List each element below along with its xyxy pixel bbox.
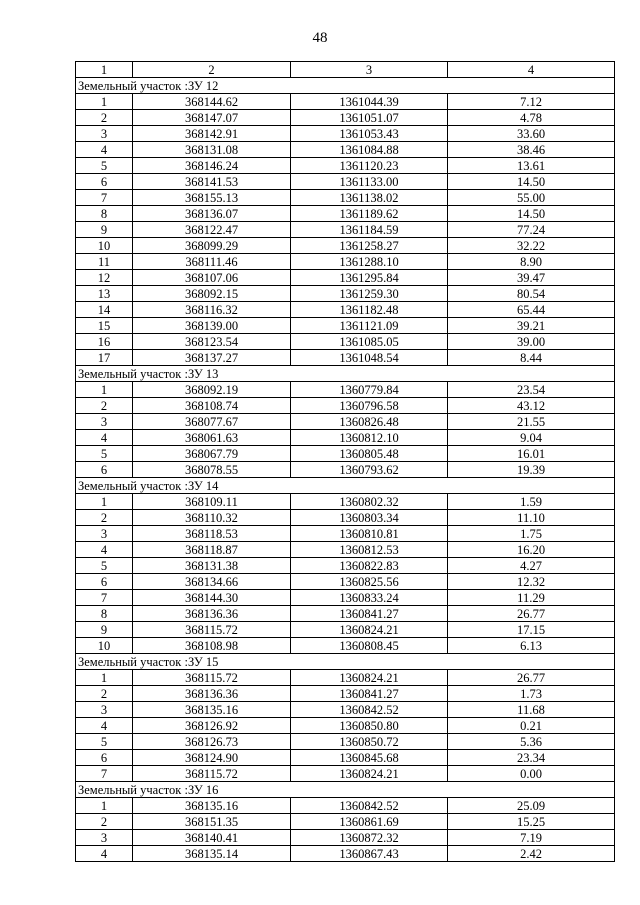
y-coordinate-cell: 1360805.48 [291, 446, 448, 462]
header-cell-x: 2 [133, 62, 291, 78]
x-coordinate-cell: 368115.72 [133, 670, 291, 686]
y-coordinate-cell: 1360826.48 [291, 414, 448, 430]
segment-length-cell: 23.34 [448, 750, 615, 766]
segment-length-cell: 39.47 [448, 270, 615, 286]
y-coordinate-cell: 1361048.54 [291, 350, 448, 366]
point-number-cell: 2 [76, 398, 133, 414]
segment-length-cell: 16.01 [448, 446, 615, 462]
y-coordinate-cell: 1360812.53 [291, 542, 448, 558]
x-coordinate-cell: 368141.53 [133, 174, 291, 190]
segment-length-cell: 11.10 [448, 510, 615, 526]
y-coordinate-cell: 1361295.84 [291, 270, 448, 286]
table-row [76, 798, 615, 814]
x-coordinate-cell: 368123.54 [133, 334, 291, 350]
table-row [76, 558, 615, 574]
y-coordinate-cell: 1361189.62 [291, 206, 448, 222]
y-coordinate-cell: 1360872.32 [291, 830, 448, 846]
segment-length-cell: 11.29 [448, 590, 615, 606]
segment-length-cell: 1.59 [448, 494, 615, 510]
point-number-cell: 17 [76, 350, 133, 366]
segment-length-cell: 7.12 [448, 94, 615, 110]
segment-length-cell: 7.19 [448, 830, 615, 846]
point-number-cell: 1 [76, 670, 133, 686]
table-row [76, 318, 615, 334]
table-row [76, 702, 615, 718]
segment-length-cell: 14.50 [448, 174, 615, 190]
y-coordinate-cell: 1361133.00 [291, 174, 448, 190]
x-coordinate-cell: 368135.16 [133, 798, 291, 814]
x-coordinate-cell: 368122.47 [133, 222, 291, 238]
y-coordinate-cell: 1360824.21 [291, 766, 448, 782]
x-coordinate-cell: 368126.92 [133, 718, 291, 734]
table-row [76, 670, 615, 686]
point-number-cell: 4 [76, 142, 133, 158]
y-coordinate-cell: 1360779.84 [291, 382, 448, 398]
y-coordinate-cell: 1361121.09 [291, 318, 448, 334]
point-number-cell: 6 [76, 462, 133, 478]
y-coordinate-cell: 1360842.52 [291, 798, 448, 814]
segment-length-cell: 19.39 [448, 462, 615, 478]
point-number-cell: 3 [76, 702, 133, 718]
point-number-cell: 15 [76, 318, 133, 334]
y-coordinate-cell: 1360812.10 [291, 430, 448, 446]
table-row [76, 126, 615, 142]
table-row [76, 206, 615, 222]
table-row [76, 254, 615, 270]
segment-length-cell: 25.09 [448, 798, 615, 814]
y-coordinate-cell: 1360845.68 [291, 750, 448, 766]
point-number-cell: 6 [76, 574, 133, 590]
point-number-cell: 5 [76, 158, 133, 174]
segment-length-cell: 14.50 [448, 206, 615, 222]
point-number-cell: 4 [76, 718, 133, 734]
y-coordinate-cell: 1361120.23 [291, 158, 448, 174]
segment-length-cell: 1.73 [448, 686, 615, 702]
point-number-cell: 2 [76, 686, 133, 702]
x-coordinate-cell: 368108.98 [133, 638, 291, 654]
y-coordinate-cell: 1360796.58 [291, 398, 448, 414]
table-row [76, 462, 615, 478]
table-row [76, 830, 615, 846]
y-coordinate-cell: 1360850.80 [291, 718, 448, 734]
y-coordinate-cell: 1361184.59 [291, 222, 448, 238]
segment-length-cell: 2.42 [448, 846, 615, 862]
table-row [76, 350, 615, 366]
point-number-cell: 6 [76, 750, 133, 766]
y-coordinate-cell: 1360822.83 [291, 558, 448, 574]
point-number-cell: 3 [76, 414, 133, 430]
segment-length-cell: 38.46 [448, 142, 615, 158]
x-coordinate-cell: 368092.19 [133, 382, 291, 398]
segment-length-cell: 13.61 [448, 158, 615, 174]
table-row [76, 734, 615, 750]
point-number-cell: 2 [76, 510, 133, 526]
table-row [76, 606, 615, 622]
x-coordinate-cell: 368116.32 [133, 302, 291, 318]
x-coordinate-cell: 368136.07 [133, 206, 291, 222]
table-row [76, 158, 615, 174]
x-coordinate-cell: 368092.15 [133, 286, 291, 302]
x-coordinate-cell: 368136.36 [133, 686, 291, 702]
y-coordinate-cell: 1361053.43 [291, 126, 448, 142]
point-number-cell: 1 [76, 94, 133, 110]
x-coordinate-cell: 368144.30 [133, 590, 291, 606]
table-row [76, 382, 615, 398]
y-coordinate-cell: 1360824.21 [291, 670, 448, 686]
x-coordinate-cell: 368146.24 [133, 158, 291, 174]
table-row [76, 846, 615, 862]
x-coordinate-cell: 368111.46 [133, 254, 291, 270]
segment-length-cell: 39.21 [448, 318, 615, 334]
point-number-cell: 11 [76, 254, 133, 270]
segment-length-cell: 26.77 [448, 606, 615, 622]
table-row [76, 142, 615, 158]
y-coordinate-cell: 1360842.52 [291, 702, 448, 718]
section-row [76, 366, 615, 382]
x-coordinate-cell: 368144.62 [133, 94, 291, 110]
table-row [76, 814, 615, 830]
x-coordinate-cell: 368131.08 [133, 142, 291, 158]
header-cell-y: 3 [291, 62, 448, 78]
segment-length-cell: 77.24 [448, 222, 615, 238]
y-coordinate-cell: 1360841.27 [291, 606, 448, 622]
point-number-cell: 3 [76, 526, 133, 542]
y-coordinate-cell: 1360793.62 [291, 462, 448, 478]
table-row [76, 174, 615, 190]
x-coordinate-cell: 368137.27 [133, 350, 291, 366]
table-row [76, 190, 615, 206]
table-row [76, 446, 615, 462]
point-number-cell: 2 [76, 814, 133, 830]
table-row [76, 494, 615, 510]
y-coordinate-cell: 1360850.72 [291, 734, 448, 750]
y-coordinate-cell: 1361259.30 [291, 286, 448, 302]
x-coordinate-cell: 368109.11 [133, 494, 291, 510]
point-number-cell: 4 [76, 430, 133, 446]
header-row [76, 62, 615, 78]
point-number-cell: 5 [76, 446, 133, 462]
x-coordinate-cell: 368118.87 [133, 542, 291, 558]
table-row [76, 574, 615, 590]
x-coordinate-cell: 368140.41 [133, 830, 291, 846]
table-row [76, 542, 615, 558]
point-number-cell: 16 [76, 334, 133, 350]
table-row [76, 286, 615, 302]
segment-length-cell: 4.27 [448, 558, 615, 574]
point-number-cell: 9 [76, 222, 133, 238]
point-number-cell: 8 [76, 606, 133, 622]
point-number-cell: 13 [76, 286, 133, 302]
x-coordinate-cell: 368124.90 [133, 750, 291, 766]
segment-length-cell: 23.54 [448, 382, 615, 398]
segment-length-cell: 0.00 [448, 766, 615, 782]
table-row [76, 222, 615, 238]
section-title: Земельный участок :ЗУ 12 [76, 78, 615, 94]
segment-length-cell: 39.00 [448, 334, 615, 350]
page-number: 48 [312, 30, 328, 46]
point-number-cell: 10 [76, 638, 133, 654]
table-row [76, 94, 615, 110]
segment-length-cell: 5.36 [448, 734, 615, 750]
x-coordinate-cell: 368108.74 [133, 398, 291, 414]
y-coordinate-cell: 1360808.45 [291, 638, 448, 654]
x-coordinate-cell: 368077.67 [133, 414, 291, 430]
y-coordinate-cell: 1360803.34 [291, 510, 448, 526]
point-number-cell: 1 [76, 798, 133, 814]
coordinates-table [75, 61, 615, 862]
segment-length-cell: 17.15 [448, 622, 615, 638]
point-number-cell: 7 [76, 190, 133, 206]
point-number-cell: 5 [76, 558, 133, 574]
segment-length-cell: 12.32 [448, 574, 615, 590]
section-row [76, 782, 615, 798]
header-cell-length: 4 [448, 62, 615, 78]
table-row [76, 398, 615, 414]
y-coordinate-cell: 1360802.32 [291, 494, 448, 510]
x-coordinate-cell: 368151.35 [133, 814, 291, 830]
section-title: Земельный участок :ЗУ 16 [76, 782, 615, 798]
point-number-cell: 12 [76, 270, 133, 286]
y-coordinate-cell: 1361084.88 [291, 142, 448, 158]
y-coordinate-cell: 1360825.56 [291, 574, 448, 590]
table-row [76, 110, 615, 126]
segment-length-cell: 21.55 [448, 414, 615, 430]
x-coordinate-cell: 368118.53 [133, 526, 291, 542]
point-number-cell: 10 [76, 238, 133, 254]
y-coordinate-cell: 1360810.81 [291, 526, 448, 542]
section-title: Земельный участок :ЗУ 15 [76, 654, 615, 670]
point-number-cell: 1 [76, 494, 133, 510]
y-coordinate-cell: 1360824.21 [291, 622, 448, 638]
x-coordinate-cell: 368155.13 [133, 190, 291, 206]
x-coordinate-cell: 368126.73 [133, 734, 291, 750]
coordinates-table-body [76, 62, 615, 862]
point-number-cell: 8 [76, 206, 133, 222]
section-row [76, 654, 615, 670]
point-number-cell: 3 [76, 830, 133, 846]
point-number-cell: 7 [76, 766, 133, 782]
y-coordinate-cell: 1360841.27 [291, 686, 448, 702]
segment-length-cell: 4.78 [448, 110, 615, 126]
y-coordinate-cell: 1361288.10 [291, 254, 448, 270]
segment-length-cell: 80.54 [448, 286, 615, 302]
segment-length-cell: 6.13 [448, 638, 615, 654]
y-coordinate-cell: 1361182.48 [291, 302, 448, 318]
segment-length-cell: 15.25 [448, 814, 615, 830]
table-row [76, 302, 615, 318]
y-coordinate-cell: 1361051.07 [291, 110, 448, 126]
table-row [76, 622, 615, 638]
table-row [76, 718, 615, 734]
y-coordinate-cell: 1360867.43 [291, 846, 448, 862]
segment-length-cell: 0.21 [448, 718, 615, 734]
y-coordinate-cell: 1361258.27 [291, 238, 448, 254]
section-row [76, 78, 615, 94]
table-row [76, 750, 615, 766]
x-coordinate-cell: 368115.72 [133, 766, 291, 782]
x-coordinate-cell: 368078.55 [133, 462, 291, 478]
point-number-cell: 6 [76, 174, 133, 190]
table-row [76, 334, 615, 350]
x-coordinate-cell: 368135.16 [133, 702, 291, 718]
table-row [76, 638, 615, 654]
segment-length-cell: 11.68 [448, 702, 615, 718]
table-row [76, 270, 615, 286]
section-title: Земельный участок :ЗУ 13 [76, 366, 615, 382]
y-coordinate-cell: 1361138.02 [291, 190, 448, 206]
x-coordinate-cell: 368115.72 [133, 622, 291, 638]
segment-length-cell: 43.12 [448, 398, 615, 414]
segment-length-cell: 55.00 [448, 190, 615, 206]
point-number-cell: 7 [76, 590, 133, 606]
point-number-cell: 4 [76, 846, 133, 862]
segment-length-cell: 8.90 [448, 254, 615, 270]
segment-length-cell: 33.60 [448, 126, 615, 142]
table-row [76, 686, 615, 702]
segment-length-cell: 65.44 [448, 302, 615, 318]
point-number-cell: 2 [76, 110, 133, 126]
point-number-cell: 9 [76, 622, 133, 638]
x-coordinate-cell: 368061.63 [133, 430, 291, 446]
segment-length-cell: 9.04 [448, 430, 615, 446]
segment-length-cell: 26.77 [448, 670, 615, 686]
section-title: Земельный участок :ЗУ 14 [76, 478, 615, 494]
x-coordinate-cell: 368099.29 [133, 238, 291, 254]
header-cell-point: 1 [76, 62, 133, 78]
x-coordinate-cell: 368139.00 [133, 318, 291, 334]
x-coordinate-cell: 368131.38 [133, 558, 291, 574]
x-coordinate-cell: 368147.07 [133, 110, 291, 126]
point-number-cell: 4 [76, 542, 133, 558]
table-row [76, 766, 615, 782]
x-coordinate-cell: 368136.36 [133, 606, 291, 622]
y-coordinate-cell: 1361044.39 [291, 94, 448, 110]
point-number-cell: 1 [76, 382, 133, 398]
table-row [76, 590, 615, 606]
table-row [76, 526, 615, 542]
x-coordinate-cell: 368107.06 [133, 270, 291, 286]
table-row [76, 414, 615, 430]
point-number-cell: 14 [76, 302, 133, 318]
x-coordinate-cell: 368067.79 [133, 446, 291, 462]
x-coordinate-cell: 368134.66 [133, 574, 291, 590]
x-coordinate-cell: 368142.91 [133, 126, 291, 142]
segment-length-cell: 32.22 [448, 238, 615, 254]
point-number-cell: 3 [76, 126, 133, 142]
table-row [76, 510, 615, 526]
y-coordinate-cell: 1360861.69 [291, 814, 448, 830]
y-coordinate-cell: 1361085.05 [291, 334, 448, 350]
x-coordinate-cell: 368135.14 [133, 846, 291, 862]
section-row [76, 478, 615, 494]
table-row [76, 238, 615, 254]
segment-length-cell: 16.20 [448, 542, 615, 558]
point-number-cell: 5 [76, 734, 133, 750]
y-coordinate-cell: 1360833.24 [291, 590, 448, 606]
segment-length-cell: 1.75 [448, 526, 615, 542]
x-coordinate-cell: 368110.32 [133, 510, 291, 526]
table-row [76, 430, 615, 446]
segment-length-cell: 8.44 [448, 350, 615, 366]
